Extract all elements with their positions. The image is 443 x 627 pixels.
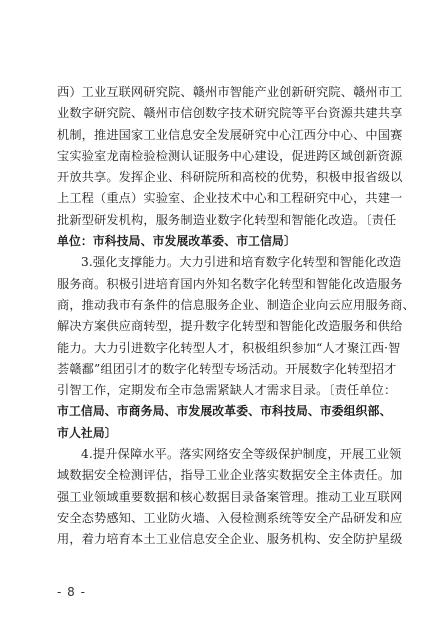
text-line: 开放共享。发挥企业、科研院所和高校的优势，积极申报省级以 xyxy=(57,170,403,185)
paragraph xyxy=(57,444,403,550)
page-number: - 8 - xyxy=(57,585,86,599)
text-line: 引智工作，定期发布全市急需紧缺人才需求目录。〔责任单位： xyxy=(57,383,397,398)
text-line: 用，着力培育本土工业信息安全企业、服务机构、安全防护星级 xyxy=(57,532,403,547)
paragraph xyxy=(57,82,403,252)
text-line: 上工程（重点）实验室、企业技术中心和工程研究中心，共建一 xyxy=(57,191,403,206)
text-line: 服务商。积极引进培育国内外知名数字化转型和智能化改造服务 xyxy=(57,276,403,291)
text-line: 市工信局、市商务局、市发展改革委、市科技局、市委组织部、 xyxy=(57,404,392,419)
text-line: 3.强化支撑能力。大力引进和培育数字化转型和智能化改造 xyxy=(81,255,402,270)
text-line: 宝实验室龙南检验检测认证服务中心建设，促进跨区域创新资源 xyxy=(57,148,403,163)
text-line: 商，推动我市有条件的信息服务企业、制造企业向云应用服务商、 xyxy=(57,297,415,312)
text-line: 安全态势感知、工业防火墙、入侵检测系统等安全产品研发和应 xyxy=(57,510,403,525)
text-line: 机制，推进国家工业信息安全发展研究中心江西分中心、中国赛 xyxy=(57,127,403,142)
text-line: 能力。大力引进数字化转型人才，积极组织参加“人才聚江西·智 xyxy=(57,340,401,355)
text-line: 业数字研究院、赣州市信创数字技术研究院等平台资源共建共享 xyxy=(57,106,403,121)
text-line: 荟赣鄱”组团引才的数字化转型专场活动。开展数字化转型招才 xyxy=(57,361,397,376)
text-line: 单位：市科技局、市发展改革委、市工信局〕 xyxy=(57,234,296,249)
document-body xyxy=(57,82,415,551)
paragraph xyxy=(57,252,415,444)
text-line: 西）工业互联网研究院、赣州市智能产业创新研究院、赣州市工 xyxy=(57,85,403,99)
text-line: 批新型研发机构，服务制造业数字化转型和智能化改造。〔责任 xyxy=(57,212,397,227)
text-line: 市人社局〕 xyxy=(57,425,117,440)
text-line: 4.提升保障水平。落实网络安全等级保护制度，开展工业领 xyxy=(81,447,402,462)
text-line: 强工业领域重要数据和核心数据目录备案管理。推动工业互联网 xyxy=(57,489,403,504)
text-line: 域数据安全检测评估，指导工业企业落实数据安全主体责任。加 xyxy=(57,468,403,483)
text-line: 解决方案供应商转型，提升数字化转型和智能化改造服务和供给 xyxy=(57,319,403,334)
